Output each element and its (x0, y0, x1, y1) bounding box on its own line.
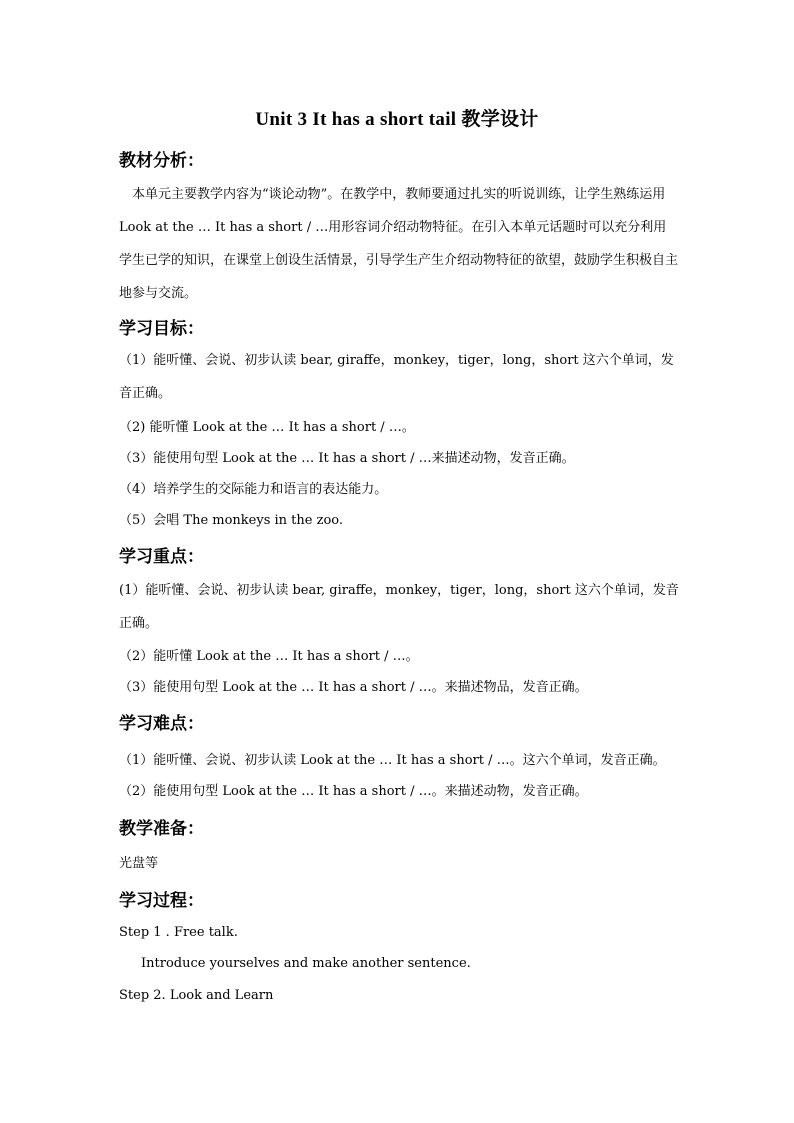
preparation-text: 光盘等 (119, 856, 159, 871)
goal-item-1: （1）能听懂、会说、初步认读 bear, giraffe，monkey，tiger，long，short 这六个单词，发音正确。 (119, 353, 674, 401)
goal-item-4: （4）培养学生的交际能力和语言的表达能力。 (119, 482, 388, 497)
step-2: Step 2. Look and Learn (119, 988, 274, 1003)
difficulty-item-1: （1）能听懂、会说、初步认读 Look at the … It has a short / …。这六个单词，发音正确。 (119, 753, 666, 768)
goal-item-5: （5）会唱 The monkeys in the zoo. (119, 513, 344, 528)
goal-item-2: （2) 能听懂 Look at the … It has a short / …。 (119, 420, 415, 435)
analysis-paragraph: 本单元主要教学内容为“谈论动物”。在教学中，教师要通过扎实的听说训练，让学生熟练运用 Look at the … It has a short / …用形容词介绍动物特征。在引入本单元话题时可以充分利用学生已学的知识，在课堂上创设生活情景，引导学生产生介绍动物特征的欲望，鼓励学生积极自主地参与交流。 (119, 187, 679, 301)
heading-goals: 学习目标： (119, 319, 204, 339)
key-point-item-1: (1）能听懂、会说、初步认读 bear, giraffe，monkey，tiger，long，short 这六个单词，发音正确。 (119, 583, 679, 631)
step-1: Step 1 . Free talk. (119, 925, 238, 940)
goal-item-3: （3）能使用句型 Look at the … It has a short / …来描述动物，发音正确。 (119, 451, 575, 466)
heading-key-points: 学习重点： (119, 547, 204, 567)
difficulty-item-2: （2）能使用句型 Look at the … It has a short / …。来描述动物，发音正确。 (119, 784, 588, 799)
key-point-item-3: （3）能使用句型 Look at the … It has a short / …。来描述物品，发音正确。 (119, 680, 588, 695)
key-point-item-2: （2）能听懂 Look at the … It has a short / …。 (119, 649, 419, 664)
document-title: Unit 3 It has a short tail 教学设计 (255, 109, 539, 130)
heading-difficulties: 学习难点： (119, 714, 204, 734)
heading-process: 学习过程： (119, 891, 204, 911)
heading-preparation: 教学准备： (119, 819, 204, 839)
heading-analysis: 教材分析： (119, 151, 204, 171)
step-1-detail: Introduce yourselves and make another sentence. (141, 956, 471, 971)
